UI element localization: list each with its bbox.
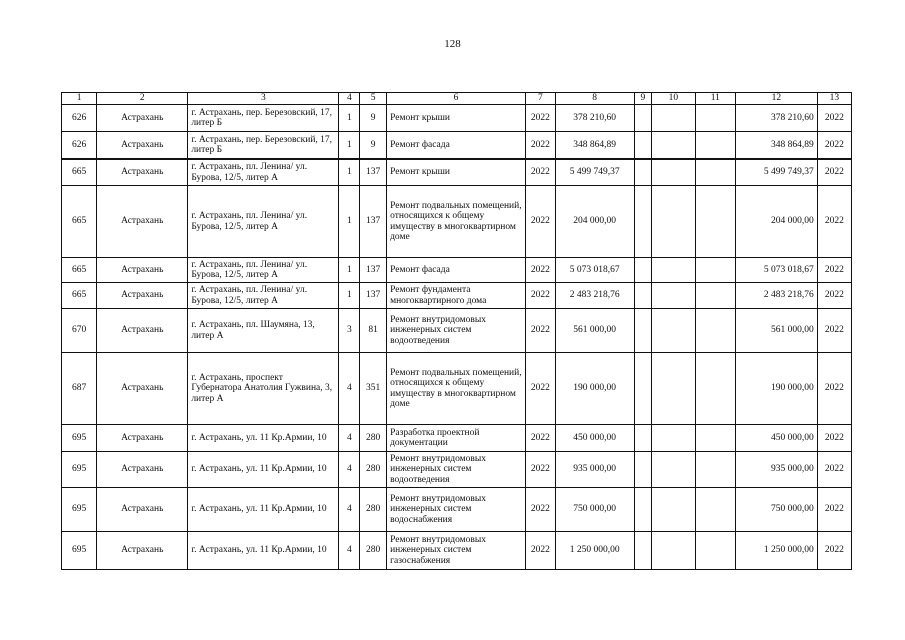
column-number-cell: 12 xyxy=(735,93,817,105)
address-cell: г. Астрахань, ул. 11 Кр.Армии, 10 xyxy=(188,425,339,452)
empty-cell-10 xyxy=(652,353,695,425)
completion-year-cell: 2022 xyxy=(817,452,851,488)
empty-cell-10 xyxy=(652,283,695,309)
row-number-cell: 695 xyxy=(62,488,97,532)
year-cell: 2022 xyxy=(525,353,555,425)
empty-cell-11 xyxy=(695,353,735,425)
empty-cell-9 xyxy=(634,186,652,258)
count-cell: 137 xyxy=(360,283,387,309)
empty-cell-10 xyxy=(652,186,695,258)
total-cost-cell: 190 000,00 xyxy=(735,353,817,425)
cost-cell: 378 210,60 xyxy=(555,105,634,132)
year-cell: 2022 xyxy=(525,532,555,570)
empty-cell-11 xyxy=(695,488,735,532)
group-cell: 4 xyxy=(339,532,360,570)
count-cell: 137 xyxy=(360,186,387,258)
completion-year-cell: 2022 xyxy=(817,309,851,353)
municipality-cell: Астрахань xyxy=(97,186,188,258)
empty-cell-11 xyxy=(695,258,735,283)
empty-cell-11 xyxy=(695,132,735,160)
cost-cell: 348 864,89 xyxy=(555,132,634,160)
empty-cell-9 xyxy=(634,283,652,309)
group-cell: 4 xyxy=(339,452,360,488)
work-type-cell: Ремонт внутридомовых инженерных систем водоснабжения xyxy=(387,488,526,532)
empty-cell-10 xyxy=(652,532,695,570)
row-number-cell: 670 xyxy=(62,309,97,353)
year-cell: 2022 xyxy=(525,159,555,186)
cost-cell: 5 073 018,67 xyxy=(555,258,634,283)
work-type-cell: Ремонт фасада xyxy=(387,132,526,160)
empty-cell-10 xyxy=(652,309,695,353)
completion-year-cell: 2022 xyxy=(817,488,851,532)
empty-cell-10 xyxy=(652,105,695,132)
group-cell: 3 xyxy=(339,309,360,353)
empty-cell-9 xyxy=(634,452,652,488)
completion-year-cell: 2022 xyxy=(817,353,851,425)
cost-cell: 935 000,00 xyxy=(555,452,634,488)
empty-cell-10 xyxy=(652,159,695,186)
work-type-cell: Ремонт крыши xyxy=(387,159,526,186)
column-number-cell: 7 xyxy=(525,93,555,105)
group-cell: 1 xyxy=(339,186,360,258)
year-cell: 2022 xyxy=(525,425,555,452)
total-cost-cell: 561 000,00 xyxy=(735,309,817,353)
address-cell: г. Астрахань, пл. Шаумяна, 13, литер А xyxy=(188,309,339,353)
empty-cell-9 xyxy=(634,309,652,353)
empty-cell-9 xyxy=(634,425,652,452)
empty-cell-11 xyxy=(695,283,735,309)
row-number-cell: 626 xyxy=(62,132,97,160)
address-cell: г. Астрахань, пер. Березовский, 17, литер Б xyxy=(188,132,339,160)
completion-year-cell: 2022 xyxy=(817,425,851,452)
column-number-row xyxy=(62,93,852,105)
table-row xyxy=(62,186,852,258)
address-cell: г. Астрахань, ул. 11 Кр.Армии, 10 xyxy=(188,488,339,532)
count-cell: 351 xyxy=(360,353,387,425)
count-cell: 137 xyxy=(360,258,387,283)
total-cost-cell: 348 864,89 xyxy=(735,132,817,160)
group-cell: 1 xyxy=(339,283,360,309)
completion-year-cell: 2022 xyxy=(817,258,851,283)
empty-cell-10 xyxy=(652,132,695,160)
row-number-cell: 695 xyxy=(62,452,97,488)
row-number-cell: 665 xyxy=(62,283,97,309)
row-number-cell: 665 xyxy=(62,258,97,283)
municipality-cell: Астрахань xyxy=(97,353,188,425)
table-row xyxy=(62,353,852,425)
column-number-cell: 9 xyxy=(634,93,652,105)
column-number-cell: 5 xyxy=(360,93,387,105)
municipality-cell: Астрахань xyxy=(97,309,188,353)
table-row xyxy=(62,283,852,309)
group-cell: 1 xyxy=(339,258,360,283)
year-cell: 2022 xyxy=(525,105,555,132)
empty-cell-11 xyxy=(695,452,735,488)
empty-cell-9 xyxy=(634,488,652,532)
count-cell: 280 xyxy=(360,488,387,532)
total-cost-cell: 204 000,00 xyxy=(735,186,817,258)
address-cell: г. Астрахань, проспект Губернатора Анатолия Гужвина, 3, литер А xyxy=(188,353,339,425)
column-number-cell: 1 xyxy=(62,93,97,105)
count-cell: 9 xyxy=(360,132,387,160)
column-number-cell: 6 xyxy=(387,93,526,105)
table-row xyxy=(62,132,852,160)
empty-cell-9 xyxy=(634,159,652,186)
group-cell: 4 xyxy=(339,353,360,425)
column-number-cell: 13 xyxy=(817,93,851,105)
row-number-cell: 665 xyxy=(62,159,97,186)
empty-cell-11 xyxy=(695,532,735,570)
empty-cell-11 xyxy=(695,425,735,452)
row-number-cell: 695 xyxy=(62,425,97,452)
empty-cell-10 xyxy=(652,258,695,283)
group-cell: 4 xyxy=(339,425,360,452)
municipality-cell: Астрахань xyxy=(97,283,188,309)
column-number-cell: 8 xyxy=(555,93,634,105)
repair-register-table xyxy=(61,92,852,570)
address-cell: г. Астрахань, пл. Ленина/ ул. Бурова, 12/5, литер А xyxy=(188,258,339,283)
cost-cell: 5 499 749,37 xyxy=(555,159,634,186)
year-cell: 2022 xyxy=(525,258,555,283)
work-type-cell: Ремонт внутридомовых инженерных систем газоснабжения xyxy=(387,532,526,570)
completion-year-cell: 2022 xyxy=(817,132,851,160)
year-cell: 2022 xyxy=(525,186,555,258)
work-type-cell: Ремонт крыши xyxy=(387,105,526,132)
empty-cell-10 xyxy=(652,425,695,452)
completion-year-cell: 2022 xyxy=(817,186,851,258)
municipality-cell: Астрахань xyxy=(97,132,188,160)
empty-cell-9 xyxy=(634,132,652,160)
page-number: 128 xyxy=(444,38,461,50)
column-number-cell: 4 xyxy=(339,93,360,105)
address-cell: г. Астрахань, пл. Ленина/ ул. Бурова, 12/5, литер А xyxy=(188,283,339,309)
cost-cell: 1 250 000,00 xyxy=(555,532,634,570)
completion-year-cell: 2022 xyxy=(817,159,851,186)
address-cell: г. Астрахань, пер. Березовский, 17, литер Б xyxy=(188,105,339,132)
cost-cell: 190 000,00 xyxy=(555,353,634,425)
total-cost-cell: 5 073 018,67 xyxy=(735,258,817,283)
empty-cell-11 xyxy=(695,159,735,186)
completion-year-cell: 2022 xyxy=(817,283,851,309)
table-row xyxy=(62,452,852,488)
year-cell: 2022 xyxy=(525,488,555,532)
work-type-cell: Ремонт внутридомовых инженерных систем водоотведения xyxy=(387,452,526,488)
empty-cell-9 xyxy=(634,532,652,570)
column-number-cell: 11 xyxy=(695,93,735,105)
cost-cell: 561 000,00 xyxy=(555,309,634,353)
total-cost-cell: 750 000,00 xyxy=(735,488,817,532)
year-cell: 2022 xyxy=(525,283,555,309)
completion-year-cell: 2022 xyxy=(817,532,851,570)
municipality-cell: Астрахань xyxy=(97,159,188,186)
year-cell: 2022 xyxy=(525,452,555,488)
table-row xyxy=(62,532,852,570)
address-cell: г. Астрахань, ул. 11 Кр.Армии, 10 xyxy=(188,452,339,488)
column-number-cell: 2 xyxy=(97,93,188,105)
empty-cell-11 xyxy=(695,105,735,132)
municipality-cell: Астрахань xyxy=(97,258,188,283)
total-cost-cell: 5 499 749,37 xyxy=(735,159,817,186)
group-cell: 1 xyxy=(339,159,360,186)
table-row xyxy=(62,159,852,186)
table-row xyxy=(62,258,852,283)
total-cost-cell: 2 483 218,76 xyxy=(735,283,817,309)
address-cell: г. Астрахань, пл. Ленина/ ул. Бурова, 12/5, литер А xyxy=(188,186,339,258)
cost-cell: 204 000,00 xyxy=(555,186,634,258)
table-row xyxy=(62,105,852,132)
municipality-cell: Астрахань xyxy=(97,452,188,488)
row-number-cell: 626 xyxy=(62,105,97,132)
municipality-cell: Астрахань xyxy=(97,425,188,452)
count-cell: 9 xyxy=(360,105,387,132)
address-cell: г. Астрахань, пл. Ленина/ ул. Бурова, 12/5, литер А xyxy=(188,159,339,186)
municipality-cell: Астрахань xyxy=(97,532,188,570)
table-row xyxy=(62,309,852,353)
work-type-cell: Ремонт фасада xyxy=(387,258,526,283)
row-number-cell: 665 xyxy=(62,186,97,258)
total-cost-cell: 450 000,00 xyxy=(735,425,817,452)
column-number-cell: 10 xyxy=(652,93,695,105)
total-cost-cell: 1 250 000,00 xyxy=(735,532,817,570)
municipality-cell: Астрахань xyxy=(97,105,188,132)
cost-cell: 2 483 218,76 xyxy=(555,283,634,309)
completion-year-cell: 2022 xyxy=(817,105,851,132)
count-cell: 81 xyxy=(360,309,387,353)
year-cell: 2022 xyxy=(525,132,555,160)
total-cost-cell: 935 000,00 xyxy=(735,452,817,488)
count-cell: 280 xyxy=(360,425,387,452)
group-cell: 1 xyxy=(339,105,360,132)
cost-cell: 750 000,00 xyxy=(555,488,634,532)
group-cell: 1 xyxy=(339,132,360,160)
cost-cell: 450 000,00 xyxy=(555,425,634,452)
table-row xyxy=(62,425,852,452)
empty-cell-10 xyxy=(652,488,695,532)
work-type-cell: Ремонт фундамента многоквартирного дома xyxy=(387,283,526,309)
empty-cell-9 xyxy=(634,105,652,132)
row-number-cell: 695 xyxy=(62,532,97,570)
empty-cell-11 xyxy=(695,186,735,258)
empty-cell-10 xyxy=(652,452,695,488)
column-number-cell: 3 xyxy=(188,93,339,105)
row-number-cell: 687 xyxy=(62,353,97,425)
count-cell: 137 xyxy=(360,159,387,186)
group-cell: 4 xyxy=(339,488,360,532)
work-type-cell: Разработка проектной документации xyxy=(387,425,526,452)
count-cell: 280 xyxy=(360,452,387,488)
total-cost-cell: 378 210,60 xyxy=(735,105,817,132)
work-type-cell: Ремонт подвальных помещений, относящихся к общему имуществу в многоквартирном доме xyxy=(387,186,526,258)
work-type-cell: Ремонт подвальных помещений, относящихся к общему имуществу в многоквартирном доме xyxy=(387,353,526,425)
address-cell: г. Астрахань, ул. 11 Кр.Армии, 10 xyxy=(188,532,339,570)
empty-cell-11 xyxy=(695,309,735,353)
year-cell: 2022 xyxy=(525,309,555,353)
municipality-cell: Астрахань xyxy=(97,488,188,532)
empty-cell-9 xyxy=(634,258,652,283)
empty-cell-9 xyxy=(634,353,652,425)
work-type-cell: Ремонт внутридомовых инженерных систем водоотведения xyxy=(387,309,526,353)
count-cell: 280 xyxy=(360,532,387,570)
table-row xyxy=(62,488,852,532)
